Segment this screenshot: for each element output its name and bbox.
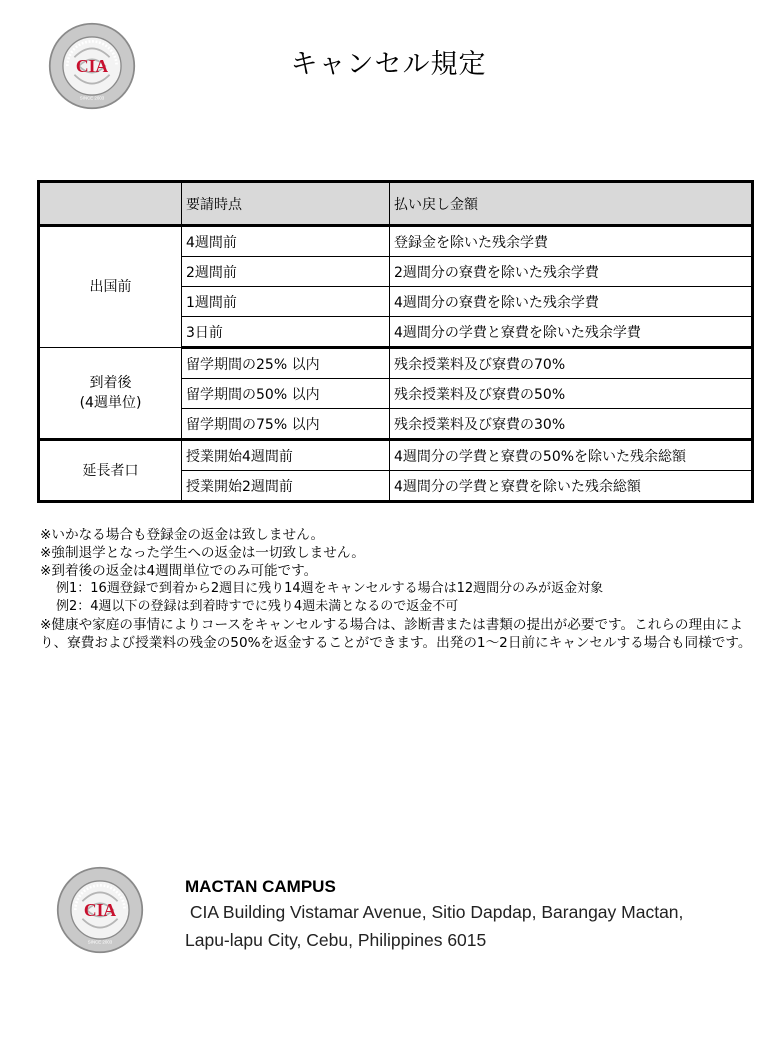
logo-since-text: SINCE 2003	[79, 95, 105, 101]
policy-notes	[40, 526, 756, 652]
cia-logo-footer	[56, 866, 144, 954]
timing-cell: 留学期間の50% 以内	[182, 379, 390, 409]
logo-center-text: CIA	[83, 900, 117, 921]
header-cell-group	[39, 182, 182, 226]
group-label-before-departure	[39, 226, 182, 348]
group-label-after-arrival	[39, 348, 182, 440]
note-line: ※到着後の返金は4週間単位でのみ可能です。	[40, 563, 318, 579]
refund-cell: 4週間分の寮費を除いた残余学費	[390, 287, 753, 317]
refund-cell: 残余授業料及び寮費の30%	[390, 409, 753, 440]
group-sublabel: (4週単位)	[79, 395, 142, 411]
table-row	[39, 440, 753, 471]
note-example: 例1：16週登録で到着から2週目に残り14週をキャンセルする場合は12週間分のみが返金対象	[56, 581, 604, 596]
timing-cell: 留学期間の25% 以内	[182, 348, 390, 379]
note-example: 例2：4週以下の登録は到着時すでに残り4週未満となるので返金不可	[56, 599, 459, 614]
refund-cell: 2週間分の寮費を除いた残余学費	[390, 257, 753, 287]
logo-since-text: SINCE 2003	[87, 939, 113, 945]
logo-center-text: CIA	[75, 56, 109, 77]
timing-cell: 2週間前	[182, 257, 390, 287]
group-label: 延長者口	[82, 462, 139, 479]
note-line: ※強制退学となった学生への返金は一切致しません。	[40, 545, 365, 561]
group-label: 出国前	[89, 279, 132, 295]
note-line: ※いかなる場合も登録金の返金は致しません。	[40, 527, 325, 543]
timing-cell: 留学期間の75% 以内	[182, 409, 390, 440]
header-cell-timing: 要請時点	[182, 182, 390, 226]
refund-cell: 登録金を除いた残余学費	[390, 226, 753, 257]
timing-cell: 3日前	[182, 317, 390, 348]
group-label: 到着後	[89, 375, 132, 391]
refund-cell: 4週間分の学費と寮費を除いた残余学費	[390, 317, 753, 348]
campus-address-line1: CIA Building Vistamar Avenue, Sitio Dapdap, Barangay Mactan,	[185, 902, 684, 922]
timing-cell: 授業開始2週間前	[182, 471, 390, 502]
campus-address-line2: Lapu-lapu City, Cebu, Philippines 6015	[185, 930, 487, 950]
timing-cell: 1週間前	[182, 287, 390, 317]
table-header-row	[39, 182, 753, 226]
campus-name: MACTAN CAMPUS	[185, 877, 336, 896]
group-label-extension	[39, 440, 182, 502]
page-title: キャンセル規定	[290, 49, 487, 80]
campus-address-block	[185, 876, 745, 954]
header-cell-refund: 払い戻し金額	[390, 182, 753, 226]
refund-cell: 残余授業料及び寮費の50%	[390, 379, 753, 409]
cia-logo-footer-graphic	[56, 866, 144, 954]
refund-cell: 4週間分の学費と寮費を除いた残余総額	[390, 471, 753, 502]
cancellation-policy-table	[37, 180, 754, 503]
refund-cell: 4週間分の学費と寮費の50%を除いた残余総額	[390, 440, 753, 471]
timing-cell: 授業開始4週間前	[182, 440, 390, 471]
note-line: ※健康や家庭の事情によりコースをキャンセルする場合は、診断書または書類の提出が必要です。これらの理由により、寮費および授業料の残金の50%を返金することができます。出発の1～2日前にキャンセルする場合も同様です。	[40, 617, 752, 651]
table-row	[39, 348, 753, 379]
timing-cell: 4週間前	[182, 226, 390, 257]
refund-cell: 残余授業料及び寮費の70%	[390, 348, 753, 379]
table-row	[39, 226, 753, 257]
